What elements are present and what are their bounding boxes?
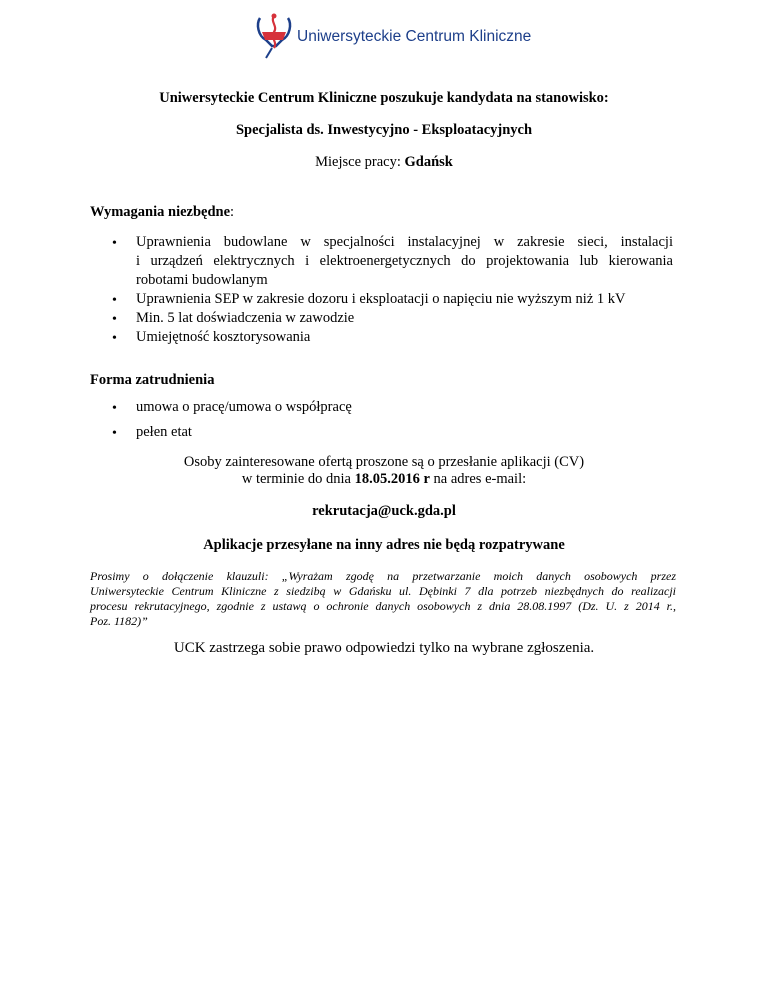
list-item: umowa o pracę/umowa o współpracę: [136, 399, 352, 415]
application-deadline: 18.05.2016 r: [354, 471, 430, 487]
work-location-label: Miejsce pracy:: [315, 154, 405, 170]
list-item: pełen etat: [136, 424, 192, 440]
consent-clause-line-4: Poz. 1182)”: [90, 614, 148, 628]
employment-heading: Forma zatrudnienia: [90, 372, 215, 388]
requirement-1-line-2: i urządzeń elektrycznych i elektroenergetycznych do projektowania lub kierowania: [136, 253, 673, 269]
requirements-heading-colon: :: [230, 204, 235, 220]
application-line-2-prefix: w terminie do dnia: [241, 471, 355, 487]
bullet-icon: •: [112, 331, 117, 346]
logo: [252, 10, 532, 60]
logo-text: Uniwersyteckie Centrum Kliniczne: [297, 28, 532, 45]
list-item: [136, 328, 673, 347]
footer-note: UCK zastrzega sobie prawo odpowiedzi tylko na wybrane zgłoszenia.: [173, 640, 595, 656]
list-item: [136, 290, 673, 309]
consent-clause: [90, 569, 676, 629]
requirement-1-line-3: robotami budowlanym: [136, 272, 268, 288]
bullet-icon: •: [112, 401, 117, 416]
recruitment-email: rekrutacja@uck.gda.pl: [312, 503, 456, 519]
position-title: Specjalista ds. Inwestycyjno - Eksploatacyjnych: [235, 122, 533, 138]
consent-clause-line-2: Uniwersyteckie Centrum Kliniczne z siedzibą w Gdańsku ul. Dębinki 7 dla potrzeb niezbędnych do realizacji: [90, 584, 676, 598]
requirement-1-line-1: Uprawnienia budowlane w specjalności instalacyjnej w zakresie sieci, instalacji: [136, 234, 673, 250]
requirements-heading: [90, 204, 234, 221]
list-item: [136, 233, 673, 290]
bullet-icon: •: [112, 426, 117, 441]
application-line-2: [0, 471, 768, 488]
work-location: [0, 154, 768, 171]
bullet-icon: •: [112, 312, 117, 327]
application-line-2-suffix: na adres e-mail:: [429, 471, 527, 487]
consent-clause-line-3: procesu rekrutacyjnego, zgodnie z ustawą o ochronie danych osobowych z dnia 28.08.1997 (Dz. U. z 2014 r.,: [90, 599, 676, 613]
application-line-1: Osoby zainteresowane ofertą proszone są o przesłanie aplikacji (CV): [183, 454, 585, 470]
caduceus-bowl-icon: [252, 10, 298, 60]
bullet-icon: •: [112, 236, 117, 251]
announcement-title: Uniwersyteckie Centrum Kliniczne poszukuje kandydata na stanowisko:: [159, 90, 609, 106]
application-warning: Aplikacje przesyłane na inny adres nie będą rozpatrywane: [203, 537, 565, 553]
requirement-2: Uprawnienia SEP w zakresie dozoru i eksploatacji o napięciu nie wyższym niż 1 kV: [136, 291, 626, 307]
requirements-heading-text: Wymagania niezbędne: [90, 204, 231, 220]
bullet-icon: •: [112, 293, 117, 308]
list-item: [136, 309, 673, 328]
work-location-value: Gdańsk: [404, 154, 453, 170]
requirement-3: Min. 5 lat doświadczenia w zawodzie: [136, 310, 355, 326]
consent-clause-line-1: Prosimy o dołączenie klauzuli: „Wyrażam zgodę na przetwarzanie moich danych osobowych przez: [90, 569, 676, 583]
requirement-4: Umiejętność kosztorysowania: [136, 329, 311, 345]
